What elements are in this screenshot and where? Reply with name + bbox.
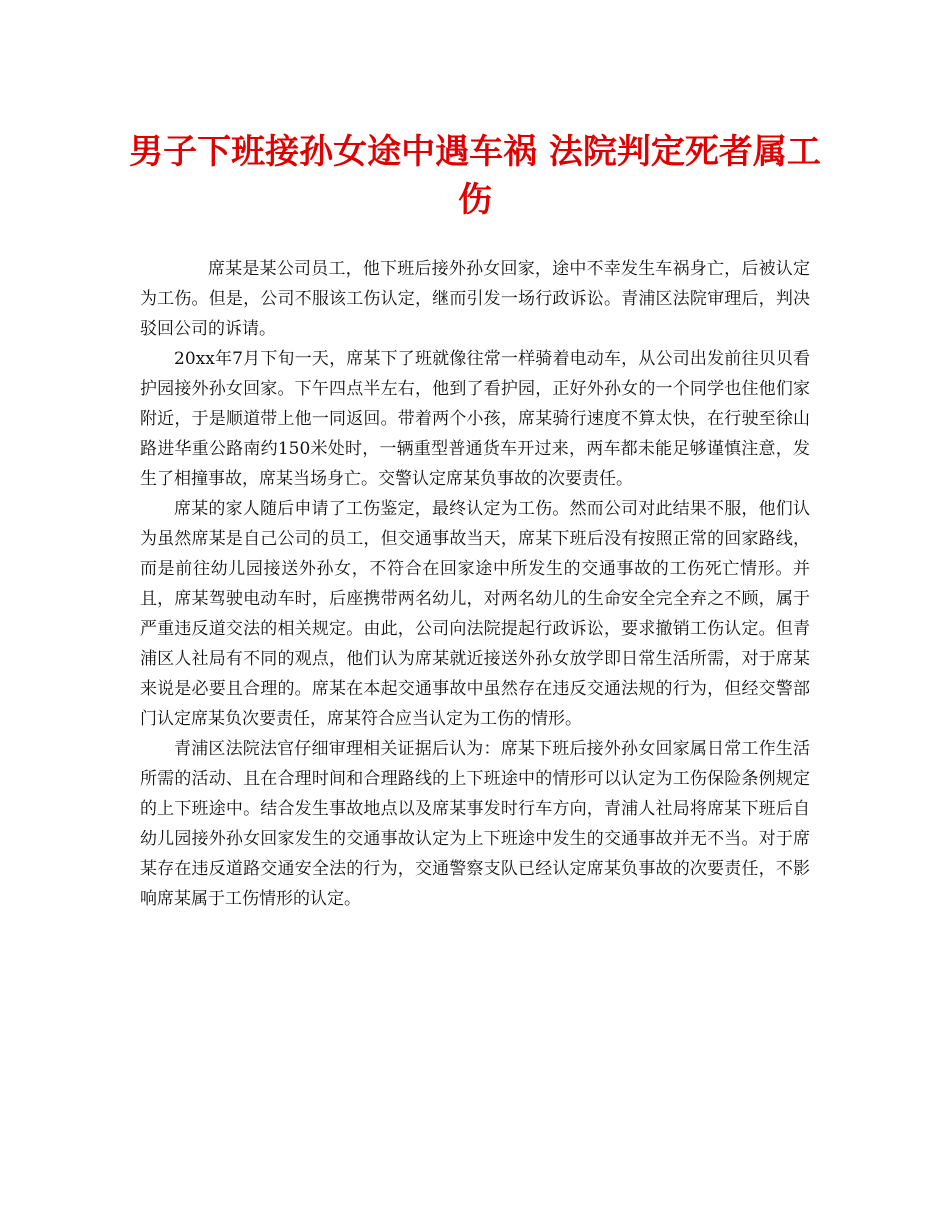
paragraph-ruling: 青浦区法院法官仔细审理相关证据后认为：席某下班后接外孙女回家属日常工作生活所需的活动、且在合理时间和合理路线的上下班途中的情形可以认定为工伤保险条例规定的上下班途中。结合发生事故地点以及席某事发时行车方向，青浦人社局将席某下班后自幼儿园接外孙女回家发生的交通事故认定为上下班途中发生的交通事故并无不当。对于席某存在违反道路交通安全法的行为，交通警察支队已经认定席某负事故的次要责任，不影响席某属于工伤情形的认定。 bbox=[140, 739, 810, 909]
paragraph-accident: 20xx年7月下旬一天，席某下了班就像往常一样骑着电动车，从公司出发前往贝贝看护园接外孙女回家。下午四点半左右，他到了看护园，正好外孙女的一个同学也住他们家附近，于是顺道带上他一同返回。带着两个小孩，席某骑行速度不算太快，在行驶至徐山路进华重公路南约150米处时，一辆重型普通货车开过来，两车都未能足够谨慎注意，发生了相撞事故，席某当场身亡。交警认定席某负事故的次要责任。 bbox=[140, 349, 810, 489]
paragraph-dispute: 席某的家人随后申请了工伤鉴定，最终认定为工伤。然而公司对此结果不服，他们认为虽然席某是自己公司的员工，但交通事故当天，席某下班后没有按照正常的回家路线，而是前往幼儿园接送外孙女，不符合在回家途中所发生的交通事故的工伤死亡情形。并且，席某驾驶电动车时，后座携带两名幼儿，对两名幼儿的生命安全完全弃之不顾，属于严重违反道交法的相关规定。由此，公司向法院提起行政诉讼，要求撤销工伤认定。但青浦区人社局有不同的观点，他们认为席某就近接送外孙女放学即日常生活所需，对于席某来说是必要且合理的。席某在本起交通事故中虽然存在违反交通法规的行为，但经交警部门认定席某负次要责任，席某符合应当认定为工伤的情形。 bbox=[140, 499, 810, 729]
paragraph-intro: 席某是某公司员工，他下班后接外孙女回家，途中不幸发生车祸身亡，后被认定为工伤。但是，公司不服该工伤认定，继而引发一场行政诉讼。青浦区法院审理后，判决驳回公司的诉请。 bbox=[140, 259, 810, 339]
document-title: 男子下班接孙女途中遇车祸 法院判定死者属工伤 bbox=[129, 132, 821, 220]
document-body bbox=[140, 254, 810, 914]
